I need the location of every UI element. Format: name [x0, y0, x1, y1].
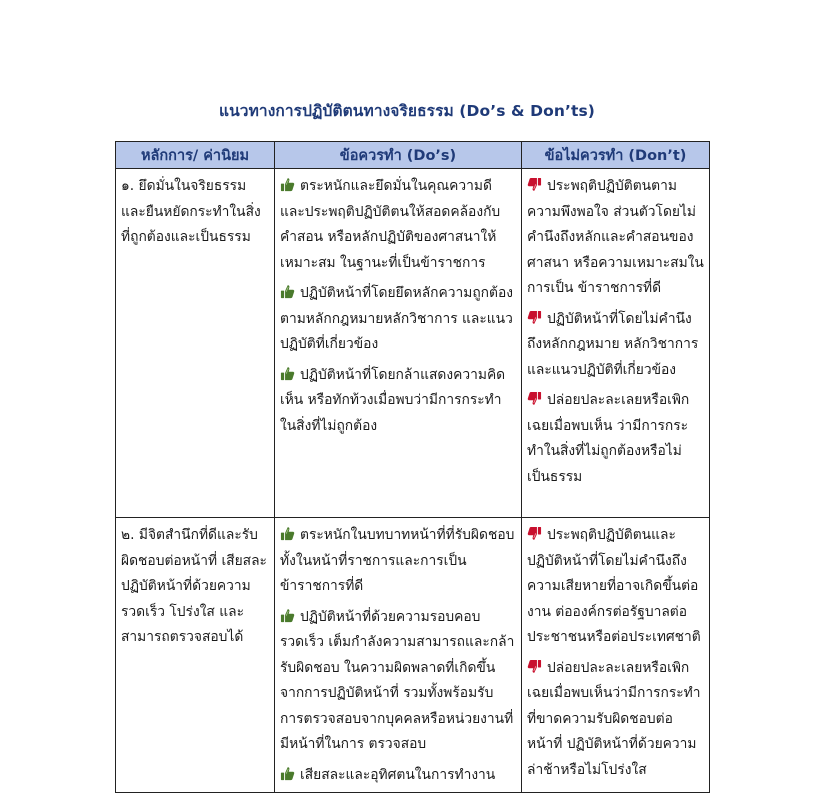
dos-cell: [275, 169, 522, 518]
thumbs-down-icon: [527, 391, 542, 406]
thumbs-up-icon: [280, 608, 295, 623]
dont-item: [527, 307, 704, 384]
dont-item-text: ปล่อยปละละเลยหรือเพิกเฉยเมื่อพบเห็น ว่ามีการกระทำในสิ่งที่ไม่ถูกต้องหรือไม่เป็นธรรม: [527, 392, 690, 485]
dont-item: [527, 174, 704, 302]
dont-item: [527, 388, 704, 490]
dont-item-text: ปล่อยปละละเลยหรือเพิกเฉยเมื่อพบเห็นว่ามีการกระทำที่ขาดความรับผิดชอบต่อหน้าที่ ปฏิบัติหน้าที่ด้วยความล่าช้าหรือไม่โปร่งใส: [527, 659, 701, 778]
thumbs-up-icon: [280, 284, 295, 299]
dont-item-text: ประพฤติปฏิบัติตนตามความพึงพอใจ ส่วนตัวโดยไม่คำนึงถึงหลักและคำสอนของศาสนา หรือความเหมาะสมในการเป็น ข้าราชการที่ดี: [527, 178, 704, 296]
do-item-text: ตระหนักในบทบาทหน้าที่ที่รับผิดชอบ ทั้งในหน้าที่ราชการและการเป็นข้าราชการที่ดี: [280, 527, 515, 594]
thumbs-down-icon: [527, 177, 542, 192]
principle-cell: ๑. ยึดมั่นในจริยธรรมและยืนหยัดกระทำในสิ่งที่ถูกต้องและเป็นธรรม: [116, 169, 275, 518]
ethics-table: [115, 141, 710, 793]
thumbs-down-icon: [527, 310, 542, 325]
table-row: [116, 169, 710, 518]
table-row: [116, 518, 710, 793]
column-header-dont: ข้อไม่ควรทำ (Don’t): [522, 142, 710, 169]
dont-item-text: ปฏิบัติหน้าที่โดยไม่คำนึงถึงหลักกฎหมาย หลักวิชาการ และแนวปฏิบัติที่เกี่ยวข้อง: [527, 310, 699, 378]
do-item-text: ปฏิบัติหน้าที่ด้วยความรอบคอบ รวดเร็ว เต็มกำลังความสามารถและกล้ารับผิดชอบ ในความผิดพลาดที่เกิดขึ้นจากการปฏิบัติหน้าที่ รวมทั้งพร้อมรับการตรวจสอบจากบุคคลหรือหน่วยงานที่มีหน้าที่ในการ ตรวจสอบ: [280, 608, 515, 752]
do-item: [280, 174, 516, 276]
principle-cell: ๒. มีจิตสำนึกที่ดีและรับผิดชอบต่อหน้าที่ เสียสละ ปฏิบัติหน้าที่ด้วยความรวดเร็ว โปร่งใส และสามารถตรวจสอบได้: [116, 518, 275, 793]
column-header-do: ข้อควรทำ (Do’s): [275, 142, 522, 169]
do-item: [280, 763, 516, 789]
thumbs-down-icon: [527, 526, 542, 541]
thumbs-up-icon: [280, 766, 295, 781]
do-item-text: ปฏิบัติหน้าที่โดยยึดหลักความถูกต้องตามหลักกฎหมายหลักวิชาการ และแนวปฏิบัติที่เกี่ยวข้อง: [280, 285, 514, 352]
donts-cell: [522, 169, 710, 518]
thumbs-up-icon: [280, 526, 295, 541]
dos-cell: [275, 518, 522, 793]
table-header-row: [116, 142, 710, 169]
do-item-text: ปฏิบัติหน้าที่โดยกล้าแสดงความคิดเห็น หรือทักท้วงเมื่อพบว่ามีการกระทำในสิ่งที่ไม่ถูกต้อง: [280, 366, 506, 434]
do-item-text: เสียสละและอุทิศตนในการทำงาน: [300, 766, 496, 783]
dont-item-text: ประพฤติปฏิบัติตนและปฏิบัติหน้าที่โดยไม่คำนึงถึงความเสียหายที่อาจเกิดขึ้นต่องาน ต่อองค์กรต่อรัฐบาลต่อประชาชนหรือต่อประเทศชาติ: [527, 527, 701, 645]
do-item: [280, 281, 516, 358]
do-item: [280, 523, 516, 600]
do-item: [280, 363, 516, 440]
donts-cell: [522, 518, 710, 793]
thumbs-down-icon: [527, 659, 542, 674]
page-title: แนวทางการปฏิบัติตนทางจริยธรรม (Do’s & Don’ts): [219, 102, 595, 120]
do-item-text: ตระหนักและยึดมั่นในคุณความดีและประพฤติปฏิบัติตนให้สอดคล้องกับคำสอน หรือหลักปฏิบัติของศาสนาให้เหมาะสม ในฐานะที่เป็นข้าราชการ: [280, 178, 501, 271]
dont-item: [527, 656, 704, 784]
dont-item: [527, 523, 704, 651]
thumbs-up-icon: [280, 177, 295, 192]
column-header-principle: หลักการ/ ค่านิยม: [116, 142, 275, 169]
thumbs-up-icon: [280, 366, 295, 381]
do-item: [280, 605, 516, 758]
